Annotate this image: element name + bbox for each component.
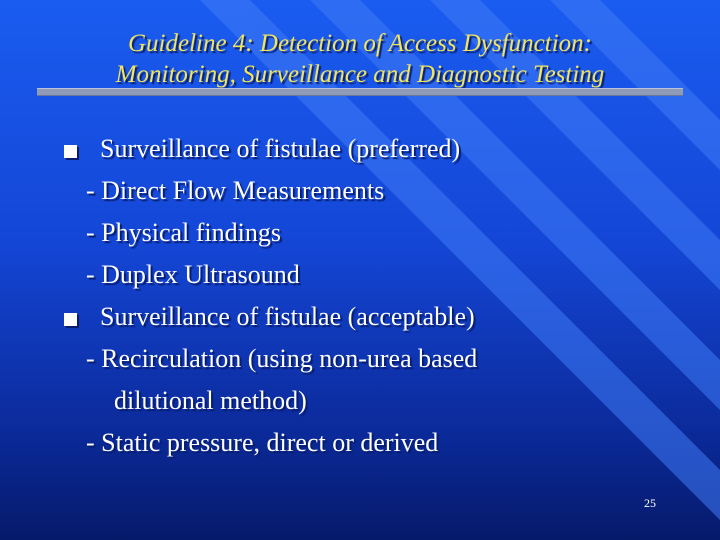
sub-item-recirculation: - Recirculation (using non-urea based [86,344,478,373]
square-bullet-icon [64,313,77,326]
sub-item-static-pressure: - Static pressure, direct or derived [86,428,439,457]
sub-item-physical-findings: - Physical findings [86,218,281,247]
title-line-2: Monitoring, Surveillance and Diagnostic Testing [115,61,605,88]
sub-item-recirculation-cont: dilutional method) [114,386,307,415]
bullet-item-1: Surveillance of fistulae (preferred) [100,134,461,163]
slide-title [0,28,720,90]
sub-item-direct-flow: - Direct Flow Measurements [86,176,385,205]
title-line-1: Guideline 4: Detection of Access Dysfunction: [128,30,592,57]
title-underline [37,88,683,96]
square-bullet-icon [64,145,77,158]
page-number: 25 [644,496,656,510]
bullet-item-2: Surveillance of fistulae (acceptable) [100,302,475,331]
sub-item-duplex-ultrasound: - Duplex Ultrasound [86,260,300,289]
